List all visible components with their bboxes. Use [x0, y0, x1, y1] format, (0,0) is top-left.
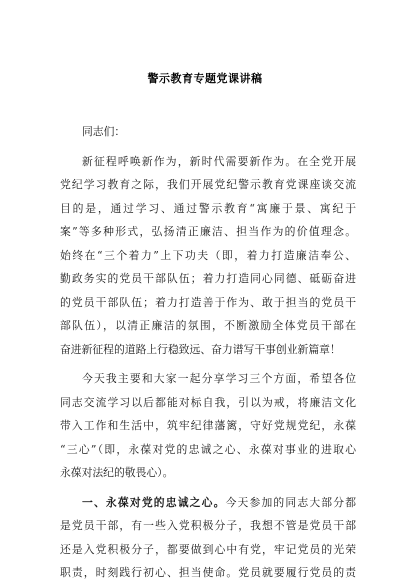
paragraph-line: 带入工作和生活中，筑牢纪律藩篱，守好党规党纪，永葆: [60, 419, 356, 432]
paragraph-line: 奋进新征程的道路上行稳致远、奋力谱写干事创业新篇章！: [60, 342, 341, 356]
paragraph-line: “三心”（即，永葆对党的忠诚之心、永葆对事业的进取心: [60, 442, 356, 456]
salutation: 同志们：: [82, 125, 126, 138]
paragraph-line: 的党员干部队伍；着力打造善于作为、敢于担当的党员干: [60, 295, 356, 309]
paragraph-line: 案”等多种形式，弘扬清正廉洁、担当作为的价值理念。: [60, 225, 356, 238]
paragraph-line: 部队伍），以清正廉洁的氛围，不断激励全体党员干部在: [60, 319, 356, 332]
paragraph-line: 职责，时刻践行初心、担当使命。党员就要履行党员的责: [60, 566, 356, 579]
document-title: 警示教育专题党课讲稿: [147, 72, 263, 85]
paragraph-line: 勤政务实的党员干部队伍；着力打造同心同德、砥砺奋进: [60, 272, 356, 285]
paragraph-line: 新征程呼唤新作为，新时代需要新作为。在全党开展: [82, 154, 356, 168]
document-body: [60, 120, 356, 585]
paragraph-line: 今天我主要和大家一起分享学习三个方面，希望各位: [82, 372, 356, 385]
paragraph-3: [60, 491, 356, 585]
paragraph-line: 还是入党积极分子，都要做到心中有党，牢记党员的光荣: [60, 542, 356, 556]
paragraph-line: 党纪学习教育之际，我们开展党纪警示教育党课座谈交流: [60, 178, 356, 191]
paragraph-line: 始终在“三个着力”上下功夫（即，着力打造廉洁奉公、: [60, 248, 356, 262]
paragraph-1: [60, 150, 356, 362]
paragraph-line: 永葆对法纪的敬畏心）。: [60, 466, 174, 479]
paragraph-2: [60, 367, 356, 485]
paragraph-line: 是党员干部，有一些入党积极分子，我想不管是党员干部: [60, 519, 356, 532]
section-heading-rest: 今天参加的同志大部分都: [225, 495, 356, 509]
paragraph-line: 目的是，通过学习、通过警示教育“寓廉于景、寓纪于: [60, 201, 356, 215]
paragraph-line: 同志交流学习以后都能对标自我，引以为戒，将廉洁文化: [60, 395, 356, 409]
section-heading: 一、永葆对党的忠诚之心。: [82, 495, 226, 509]
section-heading-line: [60, 491, 356, 515]
